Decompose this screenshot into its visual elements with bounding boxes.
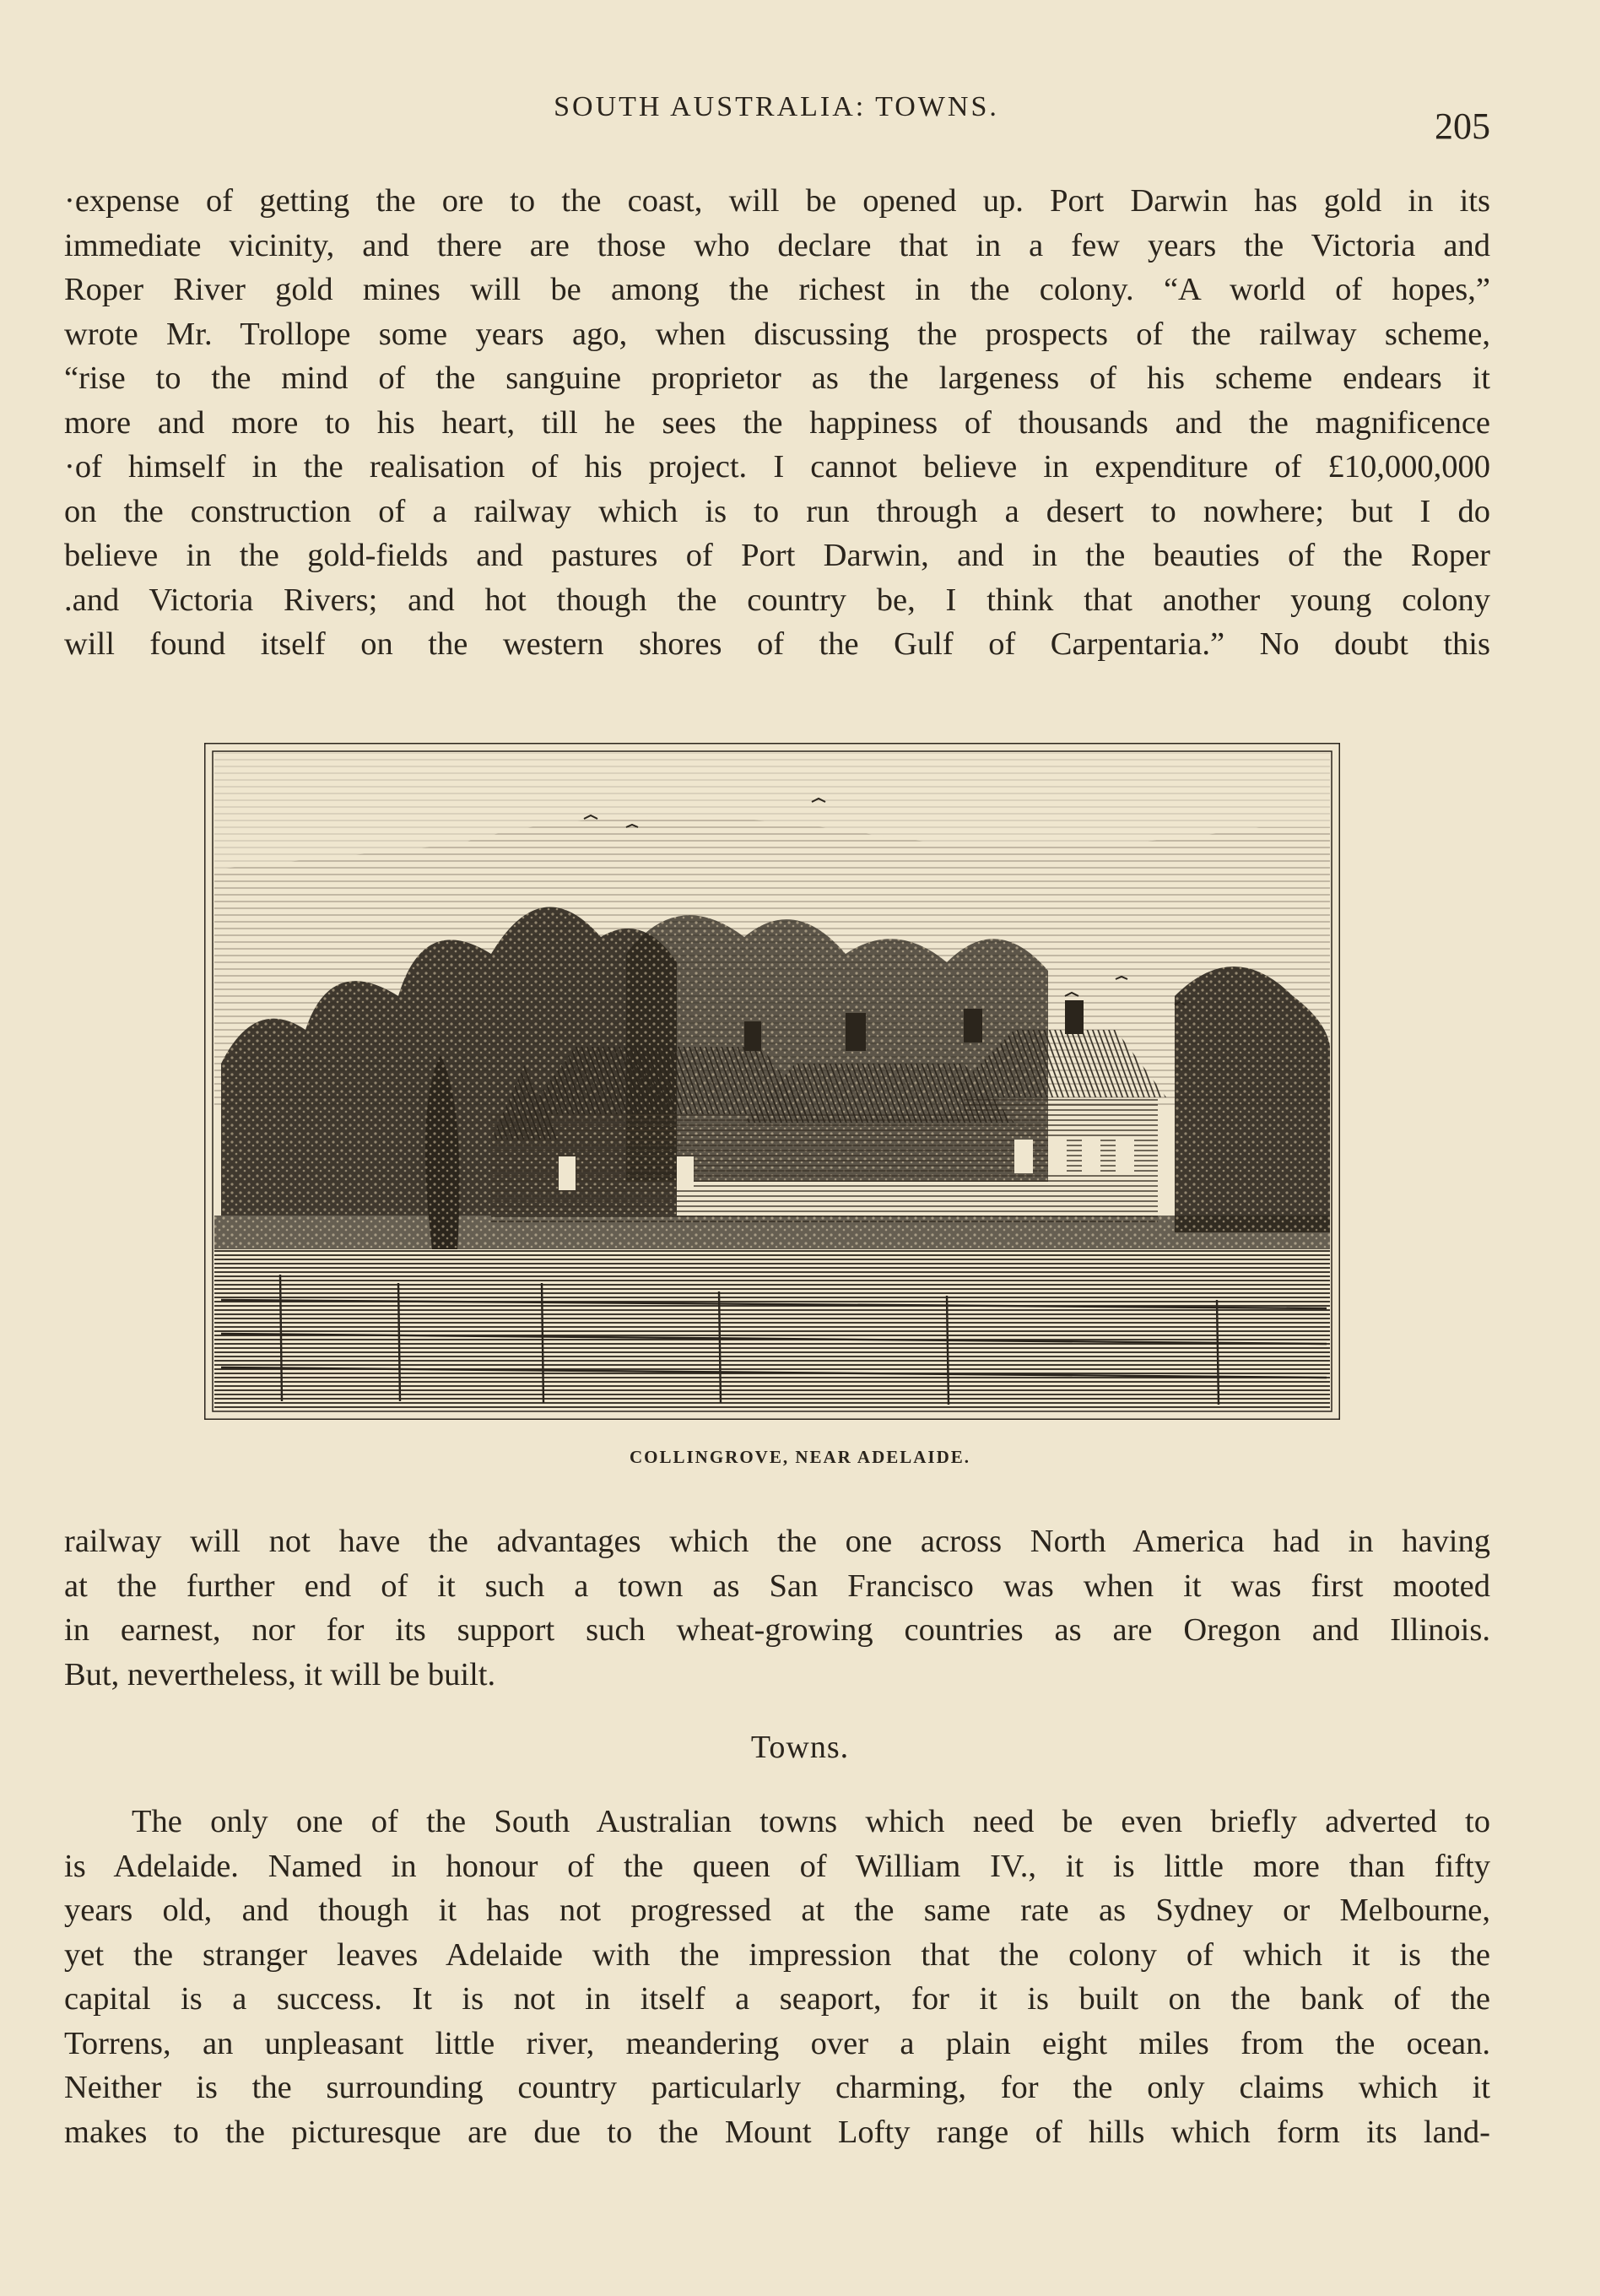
text-line: years old, and though it has not progressed at the same rate as Sydney or Melbourne,: [64, 1893, 1490, 1928]
paragraph-1: [64, 179, 1490, 667]
text-line: Torrens, an unpleasant little river, meandering over a plain eight miles from the ocean.: [64, 2025, 1490, 2061]
text-line: “rise to the mind of the sanguine proprietor as the largeness of his scheme endears it: [64, 360, 1490, 396]
text-line: in earnest, nor for its support such wheat-growing countries as are Oregon and Illinois.: [64, 1612, 1490, 1648]
text-line: railway will not have the advantages which the one across North America had in having: [64, 1524, 1490, 1559]
illustration-caption: COLLINGROVE, NEAR ADELAIDE.: [629, 1447, 971, 1467]
text-line: The only one of the South Australian towns which need be even briefly adverted to: [132, 1804, 1490, 1839]
text-line: yet the stranger leaves Adelaide with the impression that the colony of which it is the: [64, 1936, 1490, 1973]
page-number: 205: [1435, 106, 1490, 147]
text-line: makes to the picturesque are due to the Mount Lofty range of hills which form its land-: [64, 2114, 1490, 2150]
text-line: ·of himself in the realisation of his project. I cannot believe in expenditure of £10,000,000: [64, 449, 1490, 485]
engraving-illustration: [204, 743, 1340, 1420]
text-line: .and Victoria Rivers; and hot though the country be, I think that another young colony: [64, 582, 1490, 618]
running-title: SOUTH AUSTRALIA: TOWNS.: [554, 91, 999, 122]
paragraph-3: [64, 1800, 1490, 2154]
text-line: immediate vicinity, and there are those who declare that in a few years the Victoria and: [64, 227, 1490, 263]
text-line: will found itself on the western shores of the Gulf of Carpentaria.” No doubt this: [64, 626, 1490, 662]
section-heading: Towns.: [750, 1730, 850, 1765]
text-line: ·expense of getting the ore to the coast, will be opened up. Port Darwin has gold in its: [64, 183, 1490, 219]
text-line: capital is a success. It is not in itself a seaport, for it is built on the bank of the: [64, 1981, 1490, 2017]
text-line: But, nevertheless, it will be built.: [64, 1656, 496, 1692]
text-line: Roper River gold mines will be among the richest in the colony. “A world of hopes,”: [64, 272, 1490, 307]
text-line: at the further end of it such a town as San Francisco was when it was first mooted: [64, 1568, 1490, 1604]
text-line: on the construction of a railway which is to run through a desert to nowhere; but I do: [64, 493, 1490, 529]
text-line: more and more to his heart, till he sees the happiness of thousands and the magnificence: [64, 404, 1490, 441]
text-line: Neither is the surrounding country particularly charming, for the only claims which it: [64, 2070, 1490, 2105]
paragraph-2: [64, 1519, 1490, 1697]
text-line: believe in the gold-fields and pastures of Port Darwin, and in the beauties of the Roper: [64, 538, 1490, 573]
text-line: wrote Mr. Trollope some years ago, when discussing the prospects of the railway scheme,: [64, 316, 1490, 352]
text-line: is Adelaide. Named in honour of the queen of William IV., it is little more than fifty: [64, 1848, 1490, 1884]
